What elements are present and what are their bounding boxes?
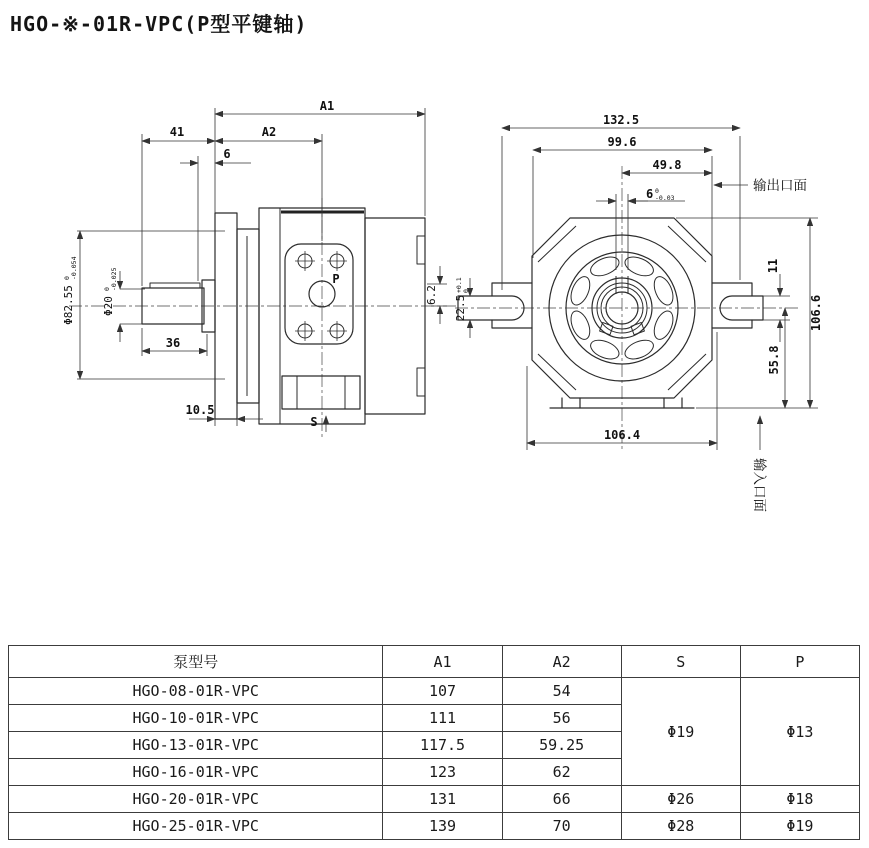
dim-phi82: Φ82.55 [62,285,75,325]
dim-a2: A2 [261,125,277,139]
dim-22-5-tol-upper: +0.1 [455,277,463,293]
pump-spec-table [8,645,860,840]
table-row [9,678,860,705]
dim-106-6: 106.6 [809,294,823,332]
a2-cell: 54 [502,678,621,705]
s-merged-cell: Φ19 [621,678,740,786]
model-cell: HGO-25-01R-VPC [9,813,383,840]
table-row [9,813,860,840]
header-s: S [621,646,740,678]
dim-key-tol-lower: -0.03 [655,194,675,202]
dim-41: 41 [169,125,185,139]
dim-phi20: Φ20 [102,296,115,316]
inlet-face-label: 输入口面 [751,458,767,512]
table-row [9,786,860,813]
pump-side-outline [142,208,425,424]
dim-36: 36 [165,336,181,350]
table-header-row [9,646,860,678]
a2-cell: 56 [502,705,621,732]
model-cell: HGO-20-01R-VPC [9,786,383,813]
s-cell: Φ28 [621,813,740,840]
model-cell: HGO-08-01R-VPC [9,678,383,705]
dim-6: 6 [223,147,231,161]
a1-cell: 123 [383,759,502,786]
side-view-centerlines [69,198,457,438]
dim-phi20-tol-upper: 0 [103,287,111,291]
a2-cell: 66 [502,786,621,813]
dim-22-5-tol-lower: 0 [462,289,470,293]
pump-front-view-drawing [450,98,869,520]
outlet-face-label: 输出口面 [753,178,807,194]
dim-key-6: 6 [646,187,654,201]
dim-132-5: 132.5 [602,113,640,127]
dim-22-5: 22.5 [454,294,467,322]
p-merged-cell: Φ13 [740,678,859,786]
dim-key-tol-upper: 0 [655,187,659,195]
header-model: 泵型号 [9,646,383,678]
a2-cell: 62 [502,759,621,786]
dim-55-8: 55.8 [767,345,781,375]
header-a1: A1 [383,646,502,678]
dim-phi82-tol-upper: 0 [63,276,71,280]
header-p: P [740,646,859,678]
dim-49-8: 49.8 [652,158,682,172]
p-cell: Φ19 [740,813,859,840]
model-cell: HGO-13-01R-VPC [9,732,383,759]
a1-cell: 131 [383,786,502,813]
port-s-label: S [310,415,318,429]
a1-cell: 139 [383,813,502,840]
dim-a1: A1 [319,99,335,113]
a1-cell: 111 [383,705,502,732]
a1-cell: 107 [383,678,502,705]
model-cell: HGO-10-01R-VPC [9,705,383,732]
a1-cell: 117.5 [383,732,502,759]
p-cell: Φ18 [740,786,859,813]
dim-phi82-tol-lower: -0.054 [70,256,78,280]
model-cell: HGO-16-01R-VPC [9,759,383,786]
front-view-dimensions [454,113,823,512]
dim-99-6: 99.6 [607,135,637,149]
a2-cell: 59.25 [502,732,621,759]
side-view-dimensions [62,99,447,432]
dim-11: 11 [766,258,780,274]
header-a2: A2 [502,646,621,678]
pump-side-view-drawing [55,86,467,454]
dim-106-4: 106.4 [603,428,641,442]
page-title: HGO-※-01R-VPC(P型平键轴) [10,12,308,36]
dim-phi20-tol-lower: -0.025 [110,267,118,291]
a2-cell: 70 [502,813,621,840]
dim-10-5: 10.5 [185,403,215,417]
port-p-label: P [332,272,340,286]
dim-6-2: 6.2 [425,285,438,305]
s-cell: Φ26 [621,786,740,813]
